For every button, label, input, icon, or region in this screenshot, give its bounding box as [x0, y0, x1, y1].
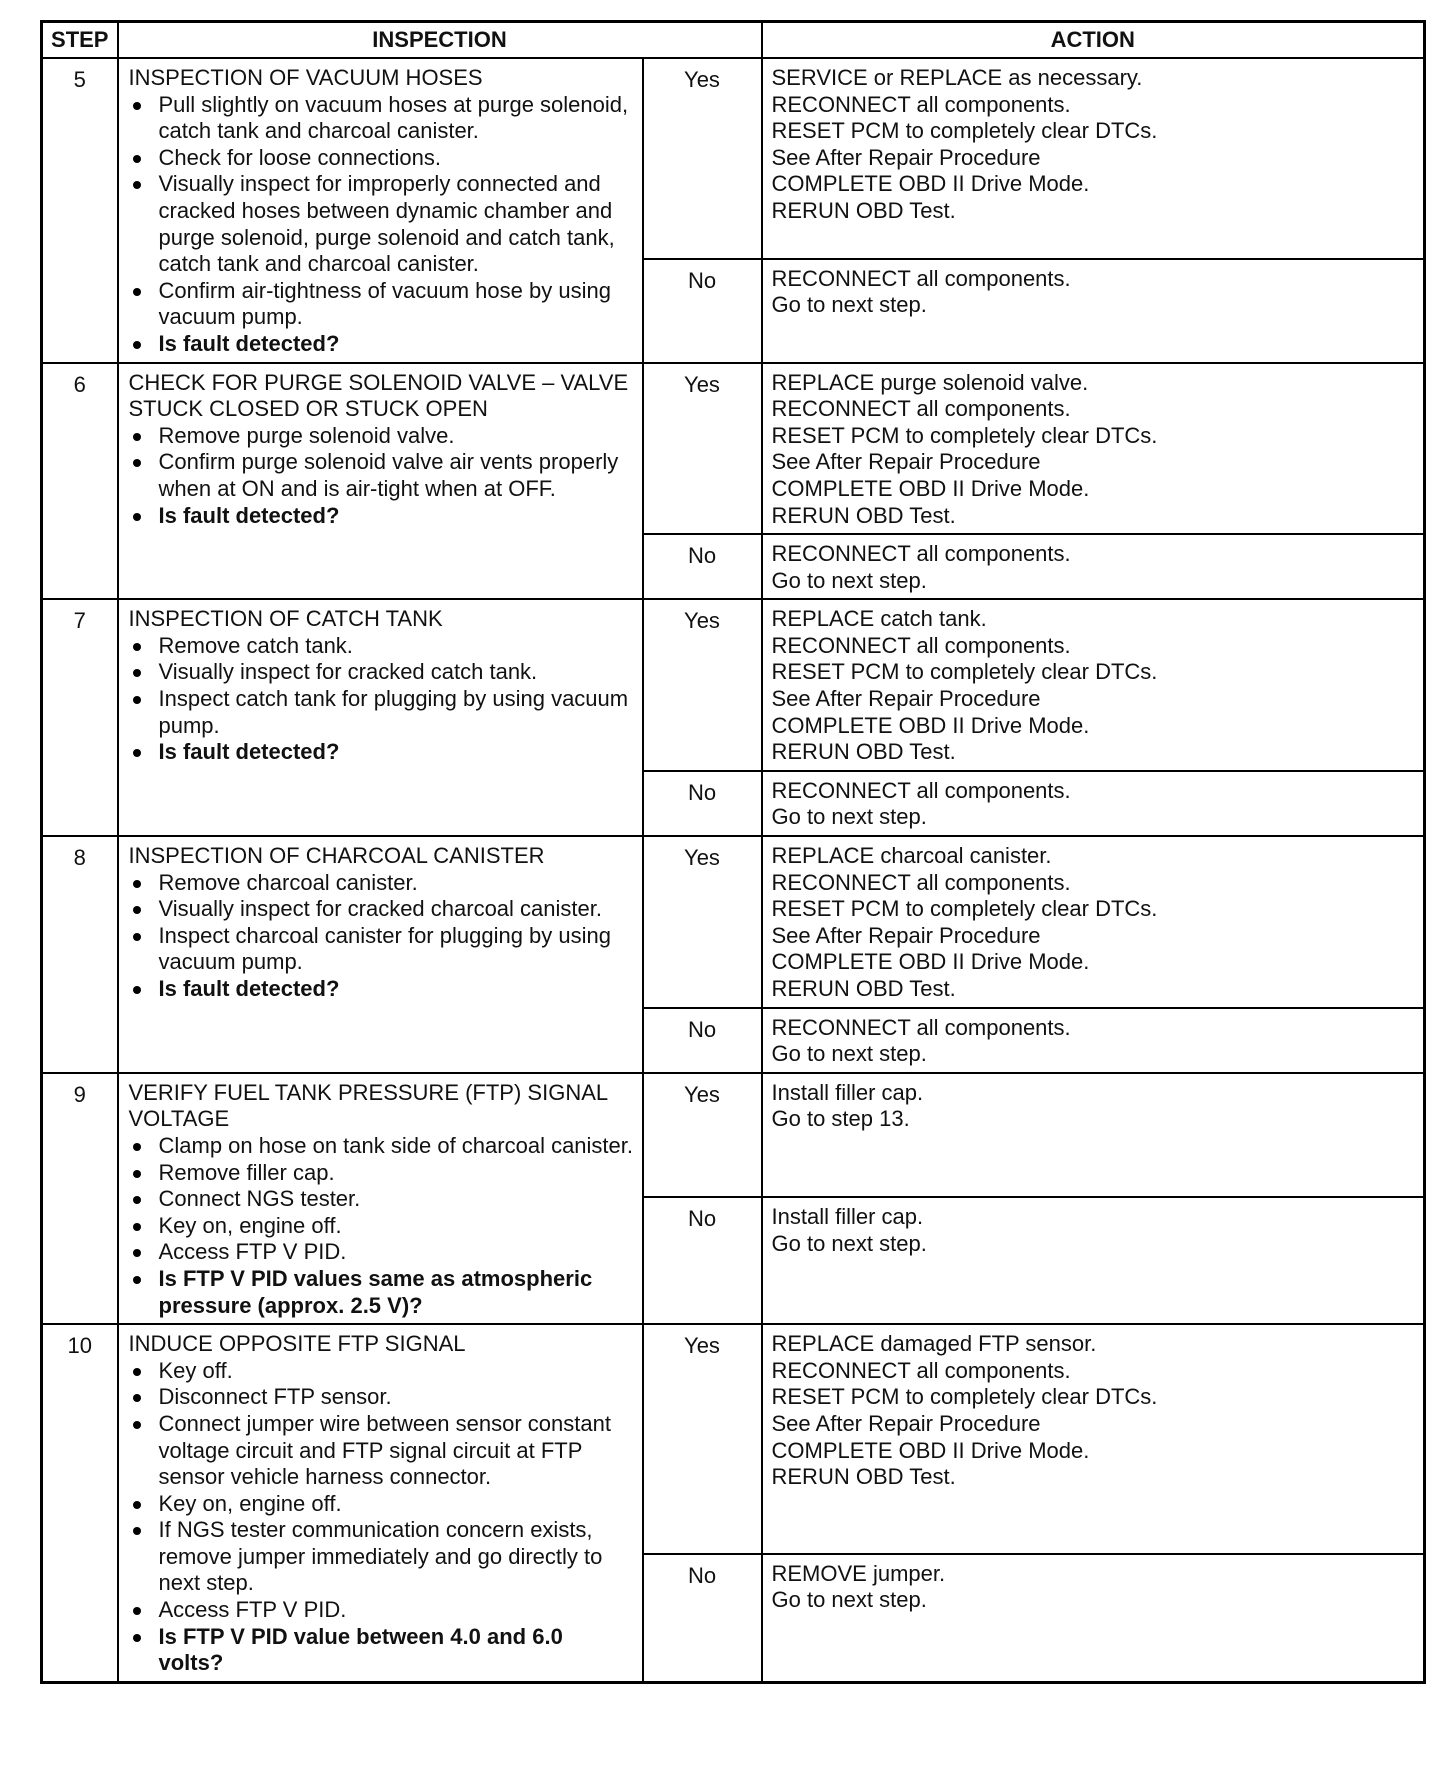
table-row: [42, 836, 1425, 1008]
action-line: SERVICE or REPLACE as necessary.: [771, 65, 1143, 90]
no-label: No: [643, 1554, 762, 1683]
diagnostic-table: [40, 20, 1426, 1684]
action-line: RERUN OBD Test.: [771, 1464, 956, 1490]
action-line: RESET PCM to completely clear DTCs.: [771, 422, 1158, 448]
inspection-title: INDUCE OPPOSITE FTP SIGNAL: [128, 1331, 466, 1357]
inspection-title: VERIFY FUEL TANK PRESSURE (FTP) SIGNAL VOLTAGE: [128, 1079, 608, 1132]
inspection-question: Is FTP V PID value between 4.0 and 6.0 volts?: [129, 1624, 634, 1677]
inspection-steps: [129, 1133, 634, 1319]
no-label: No: [643, 1008, 762, 1073]
action-line: RECONNECT all components.: [771, 869, 1071, 895]
inspection-question: Is fault detected?: [129, 739, 634, 766]
inspection-steps: [129, 423, 634, 529]
action-line: RESET PCM to completely clear DTCs.: [771, 1384, 1158, 1410]
step-number: 9: [42, 1073, 118, 1324]
action-line: RECONNECT all components.: [771, 1357, 1071, 1383]
table-row: [42, 1324, 1425, 1554]
step-number: 8: [42, 836, 118, 1073]
yes-action-cell: [762, 58, 1425, 259]
step-number: 6: [42, 363, 118, 600]
inspection-step: Confirm purge solenoid valve air vents properly when at ON and is air-tight when at OFF.: [129, 449, 634, 502]
yes-action-cell: [762, 599, 1425, 771]
inspection-cell: [118, 363, 643, 600]
no-action-cell: [762, 1554, 1425, 1683]
header-inspection: INSPECTION: [118, 22, 762, 59]
inspection-cell: [118, 1073, 643, 1324]
action-line: Go to next step.: [771, 804, 927, 830]
inspection-step: Remove filler cap.: [129, 1160, 634, 1187]
yes-label: Yes: [643, 1073, 762, 1198]
yes-action-cell: [762, 363, 1425, 535]
action-line: Go to next step.: [771, 292, 927, 318]
step-number: 10: [42, 1324, 118, 1682]
inspection-steps: [129, 870, 634, 1003]
no-label: No: [643, 771, 762, 836]
action-line: RERUN OBD Test.: [771, 502, 956, 528]
action-line: RECONNECT all components.: [771, 632, 1071, 658]
action-line: COMPLETE OBD II Drive Mode.: [771, 171, 1090, 197]
no-label: No: [643, 259, 762, 363]
header-action: ACTION: [762, 22, 1425, 59]
table-row: [42, 599, 1425, 771]
inspection-step: Connect jumper wire between sensor constant voltage circuit and FTP signal circuit at FTP sensor vehicle harness connector.: [129, 1411, 634, 1491]
inspection-step: Connect NGS tester.: [129, 1186, 634, 1213]
inspection-step: Remove purge solenoid valve.: [129, 423, 634, 450]
inspection-step: Check for loose connections.: [129, 145, 634, 172]
action-line: RERUN OBD Test.: [771, 739, 956, 765]
action-line: REPLACE charcoal canister.: [771, 843, 1052, 869]
inspection-cell: [118, 836, 643, 1073]
inspection-step: Key on, engine off.: [129, 1213, 634, 1240]
step-number: 7: [42, 599, 118, 836]
header-row: [42, 22, 1425, 59]
action-line: Install filler cap.: [771, 1079, 924, 1105]
no-action-cell: [762, 771, 1425, 836]
no-action-cell: [762, 1197, 1425, 1324]
action-line: RECONNECT all components.: [771, 396, 1071, 422]
inspection-step: If NGS tester communication concern exists, remove jumper immediately and go directly to next step.: [129, 1517, 634, 1597]
yes-action-cell: [762, 1073, 1425, 1198]
inspection-step: Access FTP V PID.: [129, 1239, 634, 1266]
inspection-step: Access FTP V PID.: [129, 1597, 634, 1624]
inspection-cell: [118, 58, 643, 363]
step-number: 5: [42, 58, 118, 363]
inspection-step: Inspect catch tank for plugging by using vacuum pump.: [129, 686, 634, 739]
action-line: Go to step 13.: [771, 1106, 910, 1132]
action-line: COMPLETE OBD II Drive Mode.: [771, 1437, 1090, 1463]
action-line: REPLACE catch tank.: [771, 606, 987, 632]
action-line: Go to next step.: [771, 567, 927, 593]
yes-label: Yes: [643, 363, 762, 535]
inspection-steps: [129, 633, 634, 766]
inspection-step: Visually inspect for cracked charcoal canister.: [129, 896, 634, 923]
inspection-question: Is FTP V PID values same as atmospheric pressure (approx. 2.5 V)?: [129, 1266, 634, 1319]
yes-action-cell: [762, 1324, 1425, 1554]
inspection-steps: [129, 92, 634, 358]
action-line: RERUN OBD Test.: [771, 976, 956, 1001]
yes-label: Yes: [643, 599, 762, 771]
yes-label: Yes: [643, 1324, 762, 1554]
inspection-question: Is fault detected?: [129, 503, 634, 530]
inspection-step: Inspect charcoal canister for plugging by using vacuum pump.: [129, 923, 634, 976]
action-line: COMPLETE OBD II Drive Mode.: [771, 949, 1090, 975]
action-line: COMPLETE OBD II Drive Mode.: [771, 475, 1090, 501]
action-line: Go to next step.: [771, 1587, 927, 1613]
action-line: See After Repair Procedure: [771, 922, 1041, 948]
action-line: RECONNECT all components.: [771, 541, 1071, 567]
inspection-step: Remove charcoal canister.: [129, 870, 634, 897]
table-row: [42, 1073, 1425, 1198]
action-line: Go to next step.: [771, 1231, 927, 1256]
action-line: See After Repair Procedure: [771, 449, 1041, 475]
action-line: RESET PCM to completely clear DTCs.: [771, 896, 1158, 922]
inspection-cell: [118, 599, 643, 836]
header-step: STEP: [42, 22, 118, 59]
inspection-step: Disconnect FTP sensor.: [129, 1384, 634, 1411]
action-line: REPLACE purge solenoid valve.: [771, 369, 1089, 395]
inspection-step: Key off.: [129, 1358, 634, 1385]
action-line: RECONNECT all components.: [771, 265, 1071, 291]
inspection-question: Is fault detected?: [129, 331, 634, 358]
inspection-step: Visually inspect for improperly connected and cracked hoses between dynamic chamber and purge solenoid, purge solenoid and catch tank, catch tank and charcoal canister.: [129, 171, 634, 277]
no-action-cell: [762, 534, 1425, 599]
no-action-cell: [762, 259, 1425, 363]
inspection-title: INSPECTION OF CHARCOAL CANISTER: [128, 843, 545, 869]
table-row: [42, 58, 1425, 259]
inspection-title: CHECK FOR PURGE SOLENOID VALVE – VALVE STUCK CLOSED OR STUCK OPEN: [128, 369, 629, 422]
action-line: REMOVE jumper.: [771, 1560, 946, 1586]
no-action-cell: [762, 1008, 1425, 1073]
action-line: RECONNECT all components.: [771, 91, 1071, 117]
inspection-step: Clamp on hose on tank side of charcoal canister.: [129, 1133, 634, 1160]
action-line: RESET PCM to completely clear DTCs.: [771, 118, 1158, 144]
inspection-step: Remove catch tank.: [129, 633, 634, 660]
inspection-title: INSPECTION OF VACUUM HOSES: [128, 65, 483, 90]
inspection-step: Confirm air-tightness of vacuum hose by using vacuum pump.: [129, 278, 634, 331]
inspection-step: Pull slightly on vacuum hoses at purge solenoid, catch tank and charcoal canister.: [129, 92, 634, 145]
action-line: RECONNECT all components.: [771, 777, 1071, 803]
inspection-step: Key on, engine off.: [129, 1491, 634, 1518]
action-line: See After Repair Procedure: [771, 686, 1041, 712]
yes-label: Yes: [643, 58, 762, 259]
inspection-title: INSPECTION OF CATCH TANK: [128, 606, 443, 632]
inspection-cell: [118, 1324, 643, 1682]
action-line: Go to next step.: [771, 1041, 927, 1067]
inspection-step: Visually inspect for cracked catch tank.: [129, 659, 634, 686]
action-line: REPLACE damaged FTP sensor.: [771, 1331, 1097, 1357]
action-line: RERUN OBD Test.: [771, 197, 956, 223]
action-line: RECONNECT all components.: [771, 1014, 1071, 1040]
no-label: No: [643, 1197, 762, 1324]
yes-action-cell: [762, 836, 1425, 1008]
action-line: RESET PCM to completely clear DTCs.: [771, 659, 1158, 685]
action-line: See After Repair Procedure: [771, 144, 1041, 170]
inspection-question: Is fault detected?: [129, 976, 634, 1003]
action-line: Install filler cap.: [771, 1204, 924, 1230]
action-line: See After Repair Procedure: [771, 1410, 1041, 1436]
inspection-steps: [129, 1358, 634, 1677]
yes-label: Yes: [643, 836, 762, 1008]
table-row: [42, 363, 1425, 535]
no-label: No: [643, 534, 762, 599]
action-line: COMPLETE OBD II Drive Mode.: [771, 712, 1090, 738]
